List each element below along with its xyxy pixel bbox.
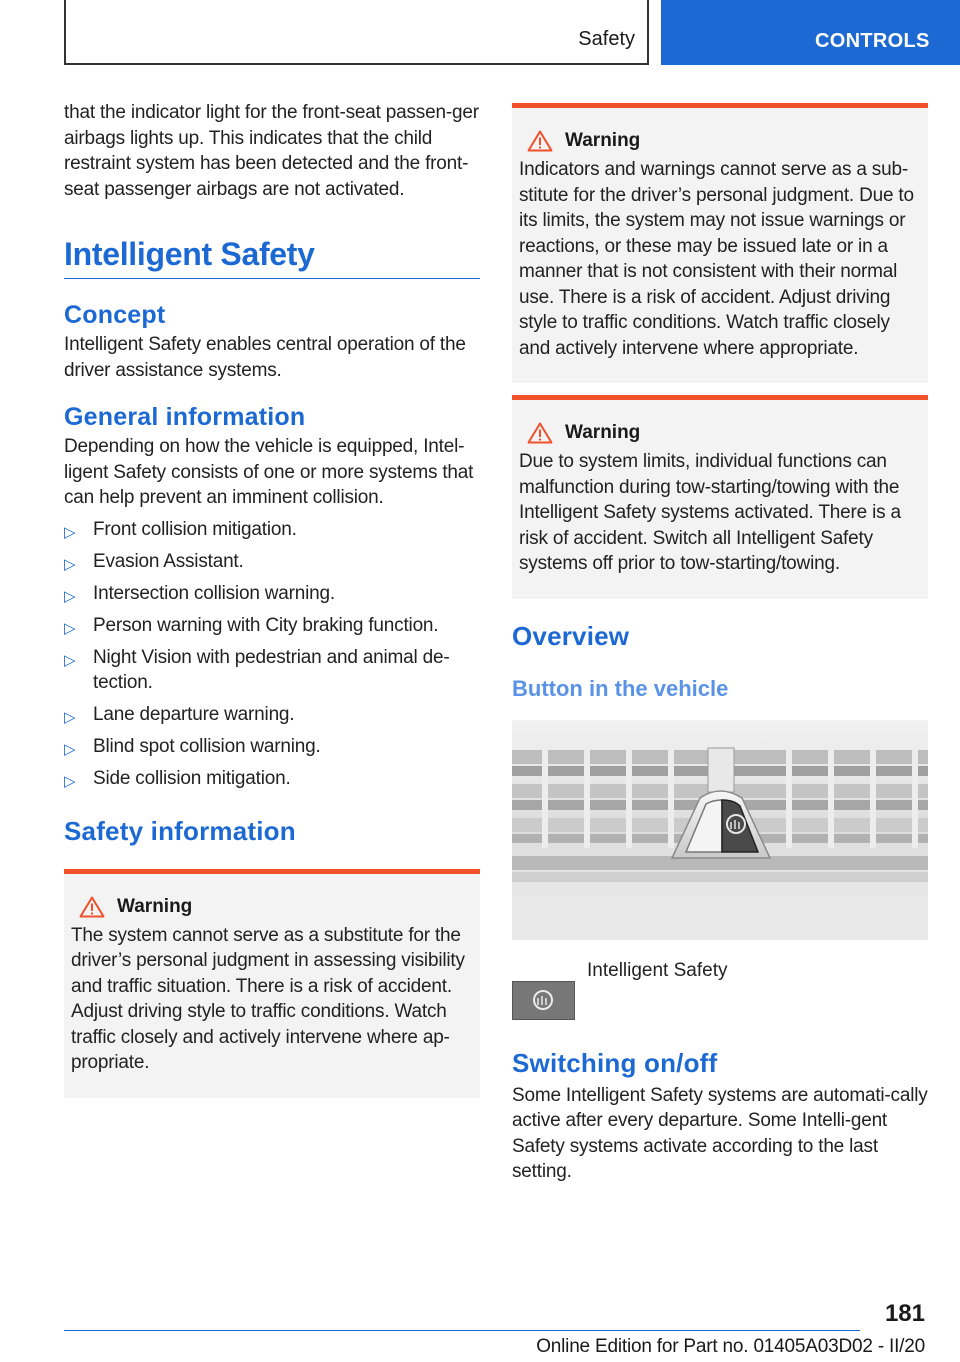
warning-text: Indicators and warnings cannot serve as a sub-stitute for the driver’s personal judgment. Due to its limits, the system may not issue warnings or reactions, or these may be issued late or in a manner that is not consistent with their normal use. There is a risk of accident. Adjust driving style to traffic conditions. Watch traffic closely and actively intervene where appropriate. [519, 159, 914, 359]
button-in-vehicle-title: Button in the vehicle [512, 675, 729, 701]
safety-info-title: Safety information [64, 815, 296, 846]
warning-box [64, 869, 480, 1098]
list-item [64, 645, 480, 696]
intro-paragraph: that the indicator light for the front-seat passen-ger airbags lights up. This indicates that the child restraint system has been detected and the front-seat passenger airbags are not activated. [64, 102, 479, 200]
legend-row [512, 960, 928, 1020]
triangle-bullet-icon: ▷ [64, 651, 76, 669]
triangle-bullet-icon: ▷ [64, 773, 76, 790]
header-chapter-label: CONTROLS [815, 30, 930, 52]
overview-title: Overview [512, 620, 630, 651]
footer-rule [64, 1330, 860, 1331]
list-item [64, 734, 480, 760]
list-item-text: Evasion Assistant. [93, 550, 244, 572]
warning-triangle-icon [527, 130, 553, 152]
general-info-paragraph: Depending on how the vehicle is equipped, Intel-ligent Safety consists of one or more systems that can help prevent an imminent collision. [64, 436, 474, 508]
warning-title: Warning [565, 130, 641, 151]
page-number: 181 [884, 1300, 925, 1327]
vehicle-button-illustration [512, 720, 928, 940]
list-item [64, 549, 480, 575]
warning-title: Warning [117, 895, 193, 917]
triangle-bullet-icon: ▷ [64, 619, 76, 637]
section-rule [64, 278, 480, 279]
legend-label: Intelligent Safety [587, 959, 728, 981]
vehicle-button-photo [512, 720, 928, 940]
systems-list [64, 517, 480, 792]
list-item-text: Night Vision with pedestrian and animal de-tection. [93, 646, 450, 693]
header-section-box [64, 0, 649, 65]
triangle-bullet-icon: ▷ [64, 523, 76, 541]
warning-header [519, 130, 921, 152]
list-item [64, 766, 480, 792]
section-title: Intelligent Safety [64, 236, 315, 272]
warning-box [512, 103, 928, 383]
concept-paragraph: Intelligent Safety enables central operation of the driver assistance systems. [64, 334, 466, 381]
warning-header [519, 422, 921, 444]
warning-title: Warning [565, 422, 641, 443]
warning-text: Due to system limits, individual functions can malfunction during tow-starting/towing with the Intelligent Safety systems activated. There is a risk of accident. Switch all Intelligent Safety systems off prior to tow-starting/towing. [519, 451, 901, 574]
warning-header [71, 896, 473, 918]
concept-title: Concept [64, 301, 166, 329]
list-item-text: Intersection collision warning. [93, 582, 335, 604]
list-item-text: Side collision mitigation. [93, 768, 291, 789]
switching-paragraph: Some Intelligent Safety systems are automati-cally active after every departure. Some Intelli-gent Safety systems activate according to the last setting. [512, 1084, 928, 1182]
intelligent-safety-icon [512, 981, 575, 1020]
list-item [64, 517, 480, 543]
warning-triangle-icon [79, 896, 105, 918]
warning-triangle-icon [527, 422, 553, 444]
triangle-bullet-icon: ▷ [64, 587, 76, 605]
warning-text: The system cannot serve as a substitute for the driver’s personal judgment in assessing visibility and traffic situation. There is a risk of accident. Adjust driving style to traffic conditions. Watch traffic closely and actively intervene where ap-propriate. [71, 924, 465, 1073]
edition-label: Online Edition for Part no. 01405A03D02 - II/20 [536, 1336, 925, 1357]
triangle-bullet-icon: ▷ [64, 555, 76, 573]
right-column [512, 103, 928, 1185]
triangle-bullet-icon: ▷ [64, 709, 76, 726]
header-chapter-tab [661, 0, 960, 65]
header-section-label: Safety [578, 28, 635, 50]
warning-box [512, 395, 928, 599]
general-info-title: General information [64, 403, 306, 431]
list-item-text: Lane departure warning. [93, 704, 295, 725]
list-item [64, 702, 480, 728]
list-item [64, 613, 480, 639]
list-item-text: Front collision mitigation. [93, 518, 297, 540]
list-item-text: Person warning with City braking function. [93, 614, 439, 636]
left-column [64, 100, 480, 1098]
list-item-text: Blind spot collision warning. [93, 736, 321, 757]
list-item [64, 581, 480, 607]
triangle-bullet-icon: ▷ [64, 741, 76, 758]
switching-title: Switching on/off [512, 1047, 718, 1078]
